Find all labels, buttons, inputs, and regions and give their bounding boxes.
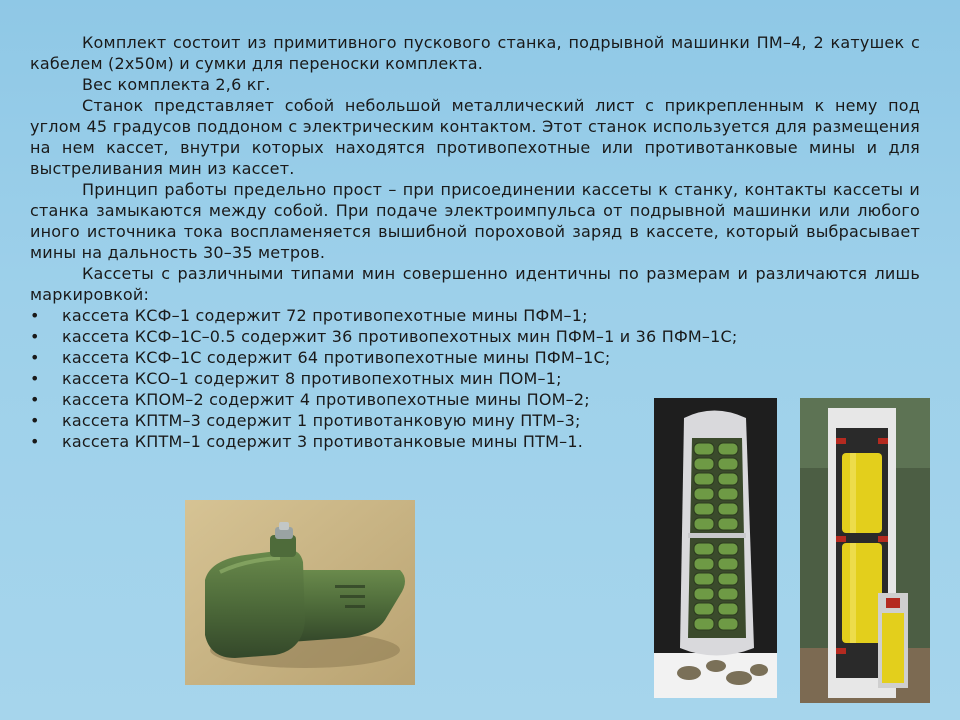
mine-photo: [185, 500, 415, 685]
cassette-cutaway-photo: [654, 398, 777, 698]
list-item: • кассета КПТМ–1 содержит 3 противотанковые мины ПТМ–1.: [30, 432, 583, 451]
cassette-yellow-illustration: [800, 398, 930, 703]
list-item: • кассета КПТМ–3 содержит 1 противотанковую мину ПТМ–3;: [30, 411, 581, 430]
bullet-icon: •: [30, 411, 40, 430]
mine-illustration: [185, 500, 415, 685]
paragraph-kit: Комплект состоит из примитивного пускового станка, подрывной машинки ПМ–4, 2 катушек с кабелем (2х50м) и сумки для переноски комплекта.: [30, 33, 920, 73]
list-item: • кассета КСФ–1С–0.5 содержит 36 противопехотных мин ПФМ–1 и 36 ПФМ–1С;: [30, 327, 738, 346]
list-item: • кассета КСФ–1С содержит 64 противопехотные мины ПФМ–1С;: [30, 348, 611, 367]
slide-text: [30, 32, 920, 452]
list-item: • кассета КСФ–1 содержит 72 противопехотные мины ПФМ–1;: [30, 306, 588, 325]
bullet-icon: •: [30, 327, 40, 346]
cassette-green-illustration: [654, 398, 777, 698]
bullet-icon: •: [30, 348, 40, 367]
list-item: • кассета КПОМ–2 содержит 4 противопехотные мины ПОМ–2;: [30, 390, 590, 409]
bullet-icon: •: [30, 390, 40, 409]
bullet-icon: •: [30, 369, 40, 388]
cassette-list: [30, 305, 920, 452]
list-item: • кассета КСО–1 содержит 8 противопехотных мин ПОМ–1;: [30, 369, 562, 388]
paragraph-cassettes: Кассеты с различными типами мин совершенно идентичны по размерам и различаются лишь маркировкой:: [30, 264, 920, 304]
paragraph-weight: Вес комплекта 2,6 кг.: [82, 75, 271, 94]
bullet-icon: •: [30, 306, 40, 325]
paragraph-launcher: Станок представляет собой небольшой металлический лист с прикрепленным к нему под углом 45 градусов поддоном с электрическим контактом. Этот станок используется для размещения на нем кассет, внутри которых находятся противопехотные или противотанковые мины и для выстреливания мин из кассет.: [30, 96, 920, 178]
cassette-yellow-photo: [800, 398, 930, 703]
paragraph-principle: Принцип работы предельно прост – при присоединении кассеты к станку, контакты кассеты и станка замыкаются между собой. При подаче электроимпульса от подрывной машинки или любого иного источника тока воспламеняется вышибной пороховой заряд в кассете, который выбрасывает мины на дальность 30–35 метров.: [30, 180, 920, 262]
bullet-icon: •: [30, 432, 40, 451]
